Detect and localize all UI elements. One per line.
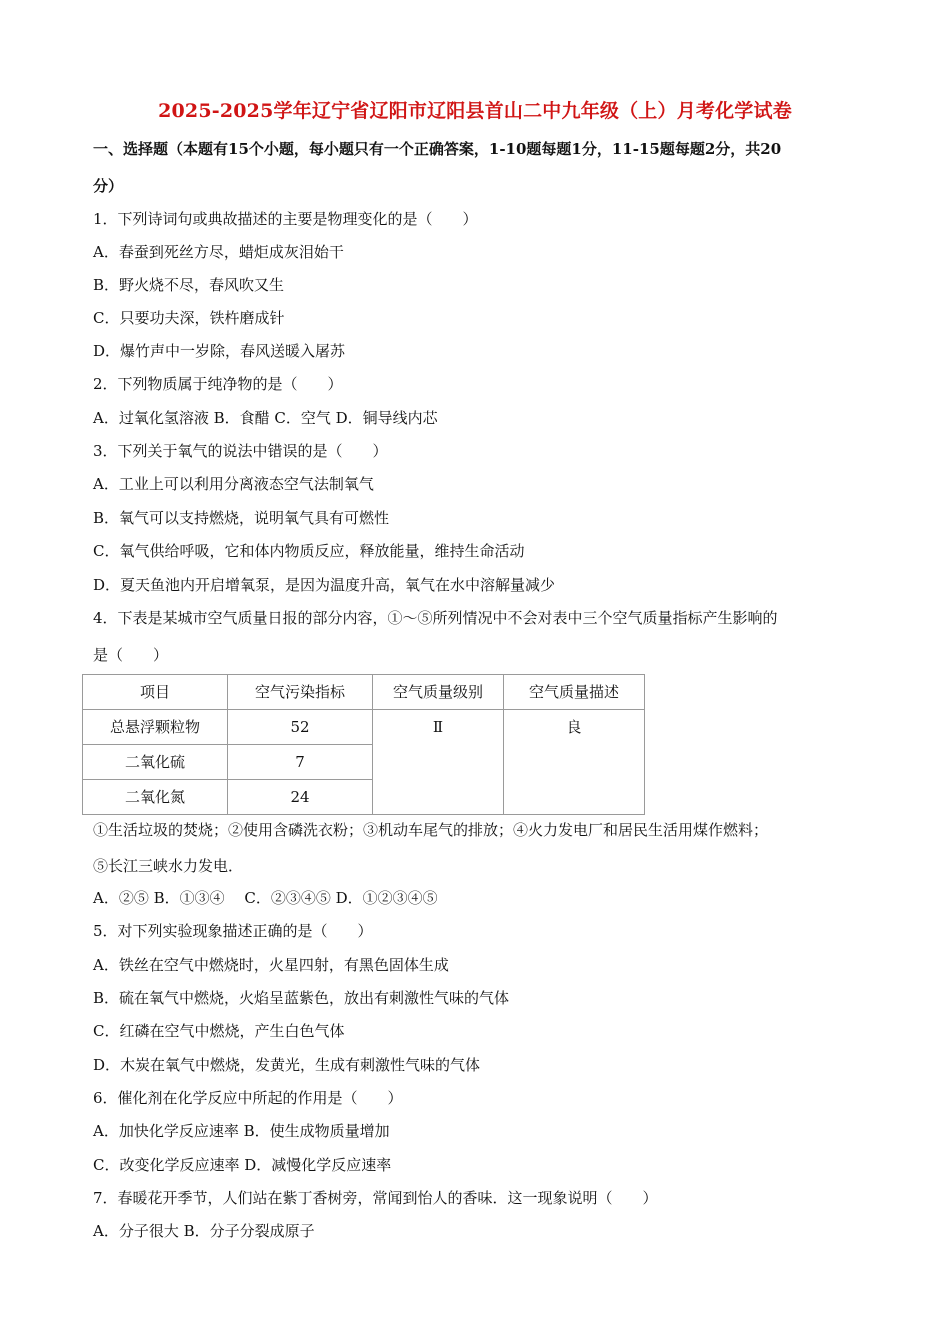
table-header-cell: 项目 — [83, 675, 228, 710]
q3-option-a: A．工业上可以利用分离液态空气法制氧气 — [93, 475, 374, 493]
table-header-cell: 空气质量级别 — [373, 675, 504, 710]
section-heading-line2: 分） — [93, 177, 124, 195]
q5-option-c: C．红磷在空气中燃烧，产生白色气体 — [93, 1022, 345, 1040]
q1-stem: 1．下列诗词句或典故描述的主要是物理变化的是（ ） — [93, 210, 478, 228]
q6-options-cd: C．改变化学反应速率 D．减慢化学反应速率 — [93, 1156, 392, 1174]
table-header-cell: 空气污染指标 — [228, 675, 373, 710]
table-row — [83, 710, 645, 745]
table-cell-item: 总悬浮颗粒物 — [83, 710, 228, 745]
q4-conditions-line2: ⑤长江三峡水力发电． — [93, 857, 244, 875]
q4-conditions-line1: ①生活垃圾的焚烧；②使用含磷洗衣粉；③机动车尾气的排放；④火力发电厂和居民生活用煤作燃料； — [93, 821, 769, 839]
table-header-row — [83, 675, 645, 710]
table-cell-level: Ⅱ — [373, 710, 504, 815]
q3-stem: 3．下列关于氧气的说法中错误的是（ ） — [93, 442, 388, 460]
q1-option-a: A．春蚕到死丝方尽，蜡炬成灰泪始干 — [93, 243, 344, 261]
table-cell-item: 二氧化氮 — [83, 780, 228, 815]
section-heading-line1: 一、选择题（本题有15个小题，每小题只有一个正确答案，1-10题每题1分，11-15题每题2分，共20 — [93, 140, 782, 158]
q4-stem-line2: 是（ ） — [93, 646, 169, 664]
q6-stem: 6．催化剂在化学反应中所起的作用是（ ） — [93, 1089, 403, 1107]
table-cell-description: 良 — [504, 710, 645, 815]
q3-option-b: B．氧气可以支持燃烧，说明氧气具有可燃性 — [93, 509, 390, 527]
table-cell-index: 52 — [228, 710, 373, 745]
q5-option-a: A．铁丝在空气中燃烧时，火星四射，有黑色固体生成 — [93, 956, 449, 974]
q5-option-b: B．硫在氧气中燃烧，火焰呈蓝紫色，放出有刺激性气味的气体 — [93, 989, 510, 1007]
q7-options-ab: A．分子很大 B．分子分裂成原子 — [93, 1222, 315, 1240]
q4-options: A．②⑤ B．①③④ C．②③④⑤ D．①②③④⑤ — [93, 889, 438, 907]
q3-option-c: C．氧气供给呼吸，它和体内物质反应，释放能量，维持生命活动 — [93, 542, 525, 560]
table-cell-item: 二氧化硫 — [83, 745, 228, 780]
page-title: 2025-2025学年辽宁省辽阳市辽阳县首山二中九年级（上）月考化学试卷 — [158, 100, 792, 122]
air-quality-table — [82, 674, 645, 815]
q1-option-c: C．只要功夫深，铁杵磨成针 — [93, 309, 285, 327]
q1-option-d: D．爆竹声中一岁除，春风送暖入屠苏 — [93, 342, 346, 360]
table-cell-index: 24 — [228, 780, 373, 815]
q6-options-ab: A．加快化学反应速率 B．使生成物质量增加 — [93, 1122, 390, 1140]
q2-options: A．过氧化氢溶液 B．食醋 C．空气 D．铜导线内芯 — [93, 409, 438, 427]
q5-stem: 5．对下列实验现象描述正确的是（ ） — [93, 922, 373, 940]
q7-stem: 7．春暖花开季节，人们站在紫丁香树旁，常闻到怡人的香味．这一现象说明（ ） — [93, 1189, 658, 1207]
q2-stem: 2．下列物质属于纯净物的是（ ） — [93, 375, 343, 393]
q4-stem-line1: 4．下表是某城市空气质量日报的部分内容，①～⑤所列情况中不会对表中三个空气质量指标产生影响的 — [93, 609, 778, 627]
q5-option-d: D．木炭在氧气中燃烧，发黄光，生成有刺激性气味的气体 — [93, 1056, 481, 1074]
q3-option-d: D．夏天鱼池内开启增氧泵，是因为温度升高，氧气在水中溶解量减少 — [93, 576, 556, 594]
table-cell-index: 7 — [228, 745, 373, 780]
table-header-cell: 空气质量描述 — [504, 675, 645, 710]
q1-option-b: B．野火烧不尽，春风吹又生 — [93, 276, 285, 294]
